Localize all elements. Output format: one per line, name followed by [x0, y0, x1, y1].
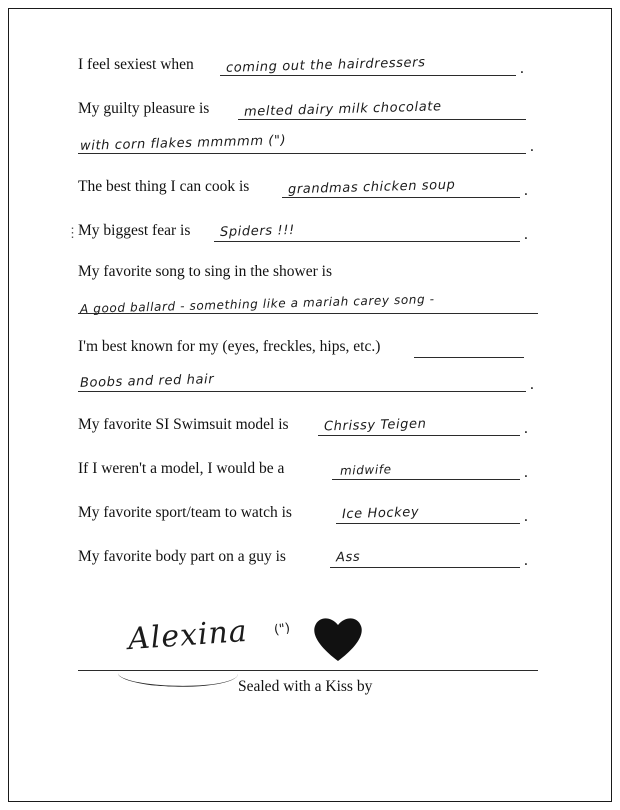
handwritten-signature: Alexina	[126, 613, 249, 658]
handwritten-answer: melted dairy milk chocolate	[243, 99, 442, 120]
question-row	[78, 170, 538, 204]
answer-rule[interactable]	[332, 479, 520, 480]
heart-icon	[310, 614, 366, 664]
period: .	[524, 181, 528, 199]
answer-rule[interactable]	[414, 357, 524, 358]
sealed-with-a-kiss-label: Sealed with a Kiss by	[238, 678, 373, 695]
answer-rule[interactable]	[282, 197, 520, 198]
question-row	[78, 540, 538, 574]
handwritten-answer: Spiders !!!	[219, 222, 296, 241]
period: .	[530, 137, 534, 155]
handwritten-answer: midwife	[339, 462, 392, 478]
question-prompt: My favorite body part on a guy is	[78, 548, 286, 565]
signature-rule[interactable]	[78, 670, 538, 671]
period: .	[524, 507, 528, 525]
answer-rule[interactable]	[336, 523, 520, 524]
handwritten-answer-continued: with corn flakes mmmmm (")	[79, 133, 287, 154]
question-prompt: I'm best known for my (eyes, freckles, hips, etc.)	[78, 338, 381, 355]
signature-block	[78, 608, 538, 718]
handwritten-answer: Chrissy Teigen	[323, 416, 427, 435]
question-row	[78, 48, 538, 82]
scan-artifact-dots: ⋮	[66, 225, 79, 240]
handwritten-answer: Ice Hockey	[341, 504, 420, 523]
question-prompt: My guilty pleasure is	[78, 100, 210, 117]
handwritten-answer: coming out the hairdressers	[225, 55, 426, 76]
question-prompt: My favorite sport/team to watch is	[78, 504, 292, 521]
questionnaire-body	[66, 48, 538, 718]
answer-rule[interactable]	[220, 75, 516, 76]
handwritten-answer-continued: Boobs and red hair	[79, 372, 215, 391]
answer-rule[interactable]	[214, 241, 520, 242]
handwritten-answer: grandmas chicken soup	[287, 177, 456, 198]
smiley-face-icon: (")	[273, 620, 292, 639]
question-row	[78, 330, 538, 398]
period: .	[520, 59, 524, 77]
question-row	[78, 496, 538, 530]
period: .	[524, 551, 528, 569]
period: .	[524, 463, 528, 481]
question-prompt: My favorite song to sing in the shower is	[78, 263, 333, 280]
question-row	[78, 258, 538, 320]
period: .	[524, 419, 528, 437]
answer-rule[interactable]	[318, 435, 520, 436]
answer-rule[interactable]	[238, 119, 526, 120]
answer-rule-continued[interactable]	[78, 153, 526, 154]
signature-flourish	[117, 657, 238, 690]
question-prompt: I feel sexiest when	[78, 56, 194, 73]
question-row	[78, 408, 538, 442]
question-prompt: The best thing I can cook is	[78, 178, 250, 195]
question-prompt: My favorite SI Swimsuit model is	[78, 416, 289, 433]
question-row	[78, 92, 538, 160]
question-prompt: If I weren't a model, I would be a	[78, 460, 285, 477]
question-row	[66, 214, 538, 248]
period: .	[530, 375, 534, 393]
question-row	[78, 452, 538, 486]
answer-rule-continued[interactable]	[78, 391, 526, 392]
question-prompt: My biggest fear is	[78, 222, 191, 239]
handwritten-answer-continued: A good ballard - something like a mariah carey song -	[79, 292, 435, 316]
handwritten-answer: Ass	[335, 549, 361, 566]
answer-rule[interactable]	[330, 567, 520, 568]
period: .	[524, 225, 528, 243]
